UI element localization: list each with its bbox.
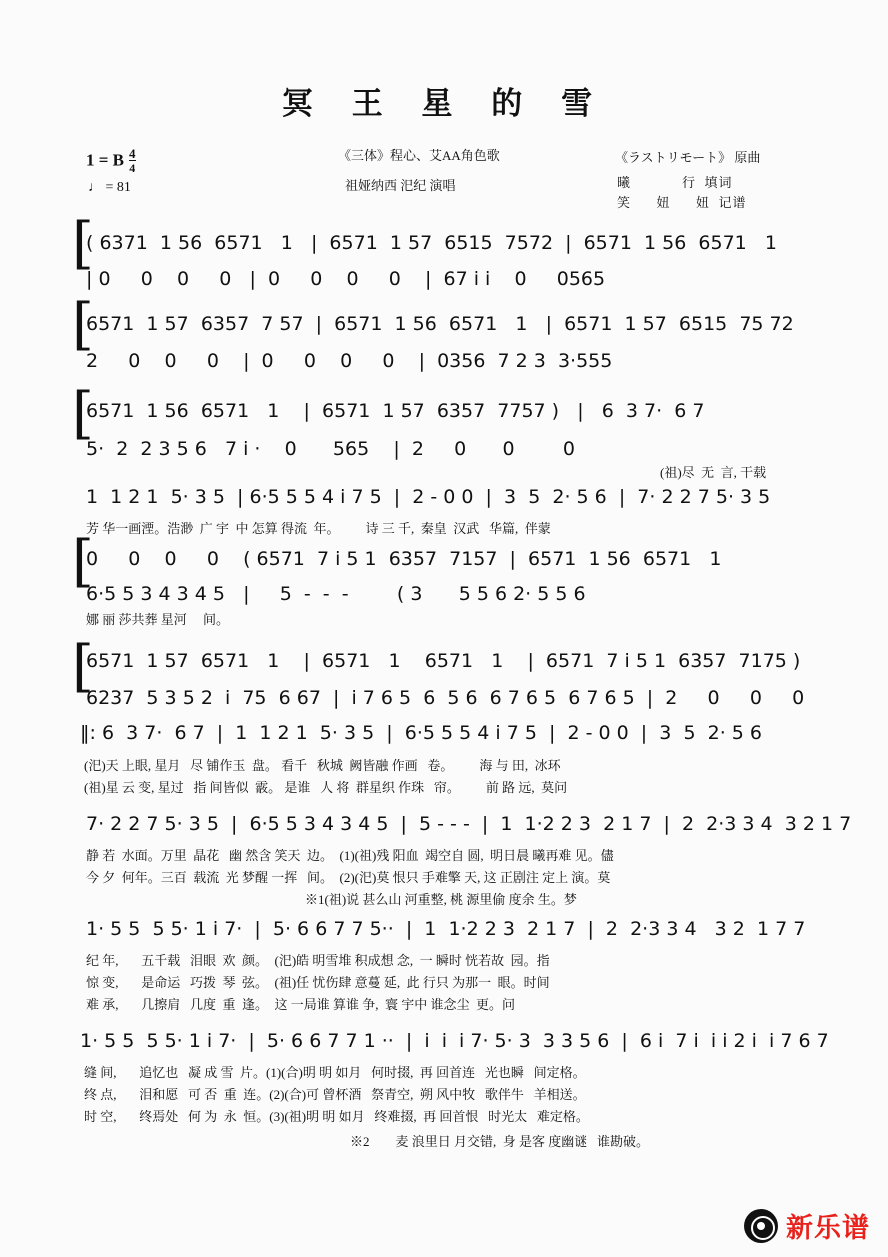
melody-line: 6571 1 56 6571 1 | 6571 1 57 6357 7757 ) | 6 3 7· 6 7 [86, 400, 705, 422]
lyric-line-2: 今 夕 何年。三百 载流 光 梦醒 一挥 间。 (2)(汜)莫 恨只 手难擎 天, 这 正剧注 定上 演。莫 [86, 870, 611, 885]
lyric-line: 芳 华一画湮。浩渺 广 宇 中 怎算 得流 年。 诗 三 千, 秦皇 汉武 华篇, 伴蒙 [86, 521, 551, 536]
melody-line: 1· 5 5 5 5· 1 i 7· | 5· 6 6 7 7 1 ·· | i i i 7· 5· 3 3 3 5 6 | 6 i 7 i i i 2 i i 7 6 7 [80, 1030, 829, 1052]
credit-work: 《三体》程心、艾AA角色歌 [338, 148, 500, 163]
system-brace: [ [72, 529, 94, 594]
system-brace: [ [72, 292, 94, 357]
lyric-line-2: 终 点, 泪和愿 可 否 重 连。(2)(合)可 曾杯酒 祭青空, 朔 风中牧 歌伴牛 羊相送。 [84, 1087, 586, 1102]
lyric-line-4: ※2 麦 浪里日 月交错, 身 是客 度幽谜 谁勘破。 [350, 1134, 650, 1149]
harmony-line: 5· 2 2 3 5 6 7 i · 0 565 | 2 0 0 0 [86, 438, 575, 460]
site-logo [744, 1206, 870, 1245]
lyric-line-3: 时 空, 终焉处 何 为 永 恒。(3)(祖)明 明 如月 终难掇, 再 回首恨 时光太 难定格。 [84, 1109, 589, 1124]
harmony-line: 2 0 0 0 | 0 0 0 0 | 0356 7 2 3 3·555 [86, 350, 613, 372]
page-title: 冥 王 星 的 雪 [281, 86, 607, 122]
system-brace: [ [72, 634, 94, 699]
melody-line: 6571 1 57 6357 7 57 | 6571 1 56 6571 1 | 6571 1 57 6515 75 72 [86, 313, 794, 335]
vinyl-disc-icon [744, 1209, 778, 1243]
melody-line: 1· 5 5 5 5· 1 i 7· | 5· 6 6 7 7 5·· | 1 1·2 2 3 2 1 7 | 2 2·3 3 4 3 2 1 7 7 [86, 918, 806, 940]
harmony-line: 6·5 5 3 4 3 4 5 | 5 - - - ( 3 5 5 6 2· 5 5 6 [86, 583, 586, 605]
credit-notator: 笑 妞 妞 记谱 [617, 195, 747, 210]
time-signature [129, 147, 136, 174]
system-brace: [ [72, 211, 94, 276]
credit-original: 《ラストリモート》 原曲 [615, 150, 761, 165]
lyric-line-1: 缝 间, 追忆也 凝 成 雪 片。(1)(合)明 明 如月 何时掇, 再 回首连 光也瞬 间定格。 [84, 1065, 586, 1080]
lyric-line-3: ※1(祖)说 甚么山 河重整, 桃 源里偷 度余 生。梦 [305, 892, 577, 907]
melody-line: 7· 2 2 7 5· 3 5 | 6·5 5 3 4 3 4 5 | 5 - - - | 1 1·2 2 3 2 1 7 | 2 2·3 3 4 3 2 1 7 [86, 813, 852, 835]
key-label: 1 = B [86, 150, 125, 170]
lyric-line-3: 难 承, 几擦肩 几度 重 逢。 这 一局谁 算谁 争, 寰 宇中 谁念尘 更。问 [86, 997, 516, 1012]
harmony-line: | 0 0 0 0 | 0 0 0 0 | 67 i i 0 0565 [86, 268, 606, 290]
lyric-line-2: 惊 变, 是命运 巧拨 琴 弦。 (祖)任 忧伤肆 意蔓 延, 此 行只 为那一 眼。时间 [86, 975, 550, 990]
site-logo-text: 新乐谱 [786, 1213, 870, 1244]
melody-line: ( 6371 1 56 6571 1 | 6571 1 57 6515 7572 | 6571 1 56 6571 1 [86, 232, 777, 254]
credit-singer: 祖娅纳西 汜纪 演唱 [345, 178, 456, 193]
lyric-line-1: (汜)天 上眼, 星月 尽 铺作玉 盘。 看千 秋城 阙皆融 作画 卷。 海 与 田, 冰环 [84, 758, 561, 773]
melody-line: 1 1 2 1 5· 3 5 | 6·5 5 5 4 i 7 5 | 2 - 0 0 | 3 5 2· 5 6 | 7· 2 2 7 5· 3 5 [86, 486, 771, 508]
credit-lyricist: 曦 行 填词 [617, 175, 733, 190]
melody-line: 6571 1 57 6571 1 | 6571 1 6571 1 | 6571 7 i 5 1 6357 7175 ) [86, 650, 801, 672]
lyric-line: (祖)尽 无 言, 干载 [660, 465, 767, 480]
lyric-line-1: 纪 年, 五千载 泪眼 欢 颜。 (汜)皓 明雪堆 积成想 念, 一 瞬时 恍若故 园。指 [86, 953, 550, 968]
lyric-line-2: (祖)星 云 变, 星过 指 间皆似 霰。 是谁 人 将 群星织 作珠 帘。 前 路 远, 莫问 [84, 780, 568, 795]
time-signature-top: 4 [129, 146, 136, 161]
harmony-line: 6237 5 3 5 2 i 75 6 67 | i 7 6 5 6 5 6 6 7 6 5 6 7 6 5 | 2 0 0 0 [86, 687, 805, 709]
melody-line: 0 0 0 0 ( 6571 7 i 5 1 6357 7157 | 6571 1 56 6571 1 [86, 548, 722, 570]
lyric-line-1: 静 若 水面。万里 晶花 幽 然含 笑天 边。 (1)(祖)残 阳血 竭空自 圆, 明日晨 曦再难 见。儘 [86, 848, 614, 863]
tempo-marking: ♩ = 81 [88, 180, 131, 195]
melody-line: ‖: 6 3 7· 6 7 | 1 1 2 1 5· 3 5 | 6·5 5 5 4 i 7 5 | 2 - 0 0 | 3 5 2· 5 6 [80, 722, 763, 744]
key-signature [86, 148, 136, 175]
lyric-line: 娜 丽 莎共葬 星河 间。 [86, 612, 230, 627]
time-signature-bottom: 4 [129, 161, 136, 175]
system-brace: [ [72, 381, 94, 446]
